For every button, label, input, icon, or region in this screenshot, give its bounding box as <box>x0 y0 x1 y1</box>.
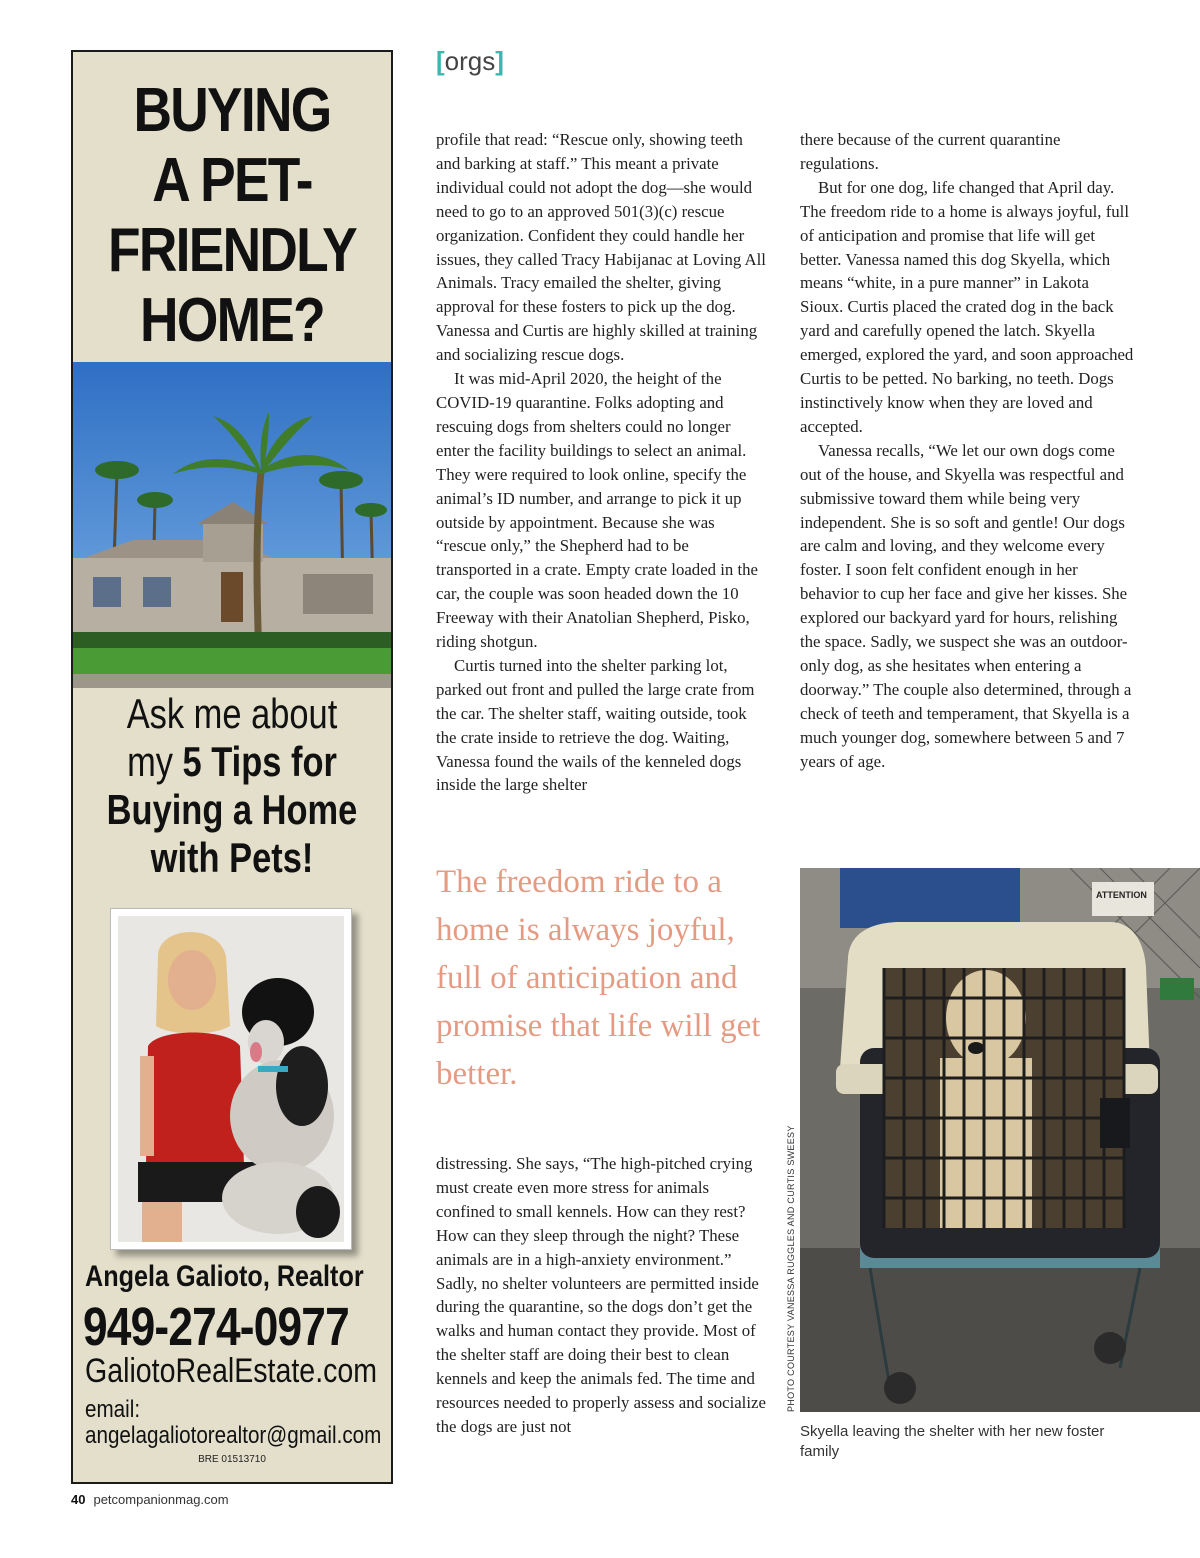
ad-tips-text: my <box>127 738 183 785</box>
advertisement <box>71 50 393 1484</box>
ad-tips-offer <box>102 690 363 882</box>
photo-credit: PHOTO COURTESY VANESSA RUGGLES AND CURTIS SWEESY <box>786 1125 796 1412</box>
article-column-2 <box>800 128 1135 773</box>
attention-sign: ATTENTION <box>1096 890 1147 900</box>
photo-caption: Skyella leaving the shelter with her new foster family <box>800 1423 1105 1460</box>
realtor-website[interactable]: GaliotoRealEstate.com <box>85 1352 378 1390</box>
realtor-photo-frame <box>110 908 352 1250</box>
section-bracket-open: [ <box>436 46 445 76</box>
ad-headline-line: HOME? <box>140 286 324 355</box>
article-paragraph: distressing. She says, “The high-pitched crying must create even more stress for animals confined to small kennels. How can they rest? How can they sleep through the night? These animals are in a high-anxiety environment.” Sadly, no shelter volunteers are permitted inside during the quarantine, so the dogs don’t get the walks and human contact they provide. Most of the shelter staff are doing their best to clean kennels and keep the animals fed. The time and resources needed to properly assess and socialize the dogs are just not <box>436 1154 766 1436</box>
article-paragraph: But for one dog, life changed that April day. The freedom ride to a home is always joyful, full of anticipation and promise that life will get better. Vanessa named this dog Skyella, which means “white, in a pure manner” in Lakota Sioux. Curtis placed the crated dog in the back yard and carefully opened the latch. Skyella emerged, explored the yard, and soon approached Curtis to be petted. No barking, no teeth. Dogs instinctively know when they are loved and accepted. <box>800 177 1134 436</box>
ad-tips-bold: 5 Tips for <box>182 738 337 785</box>
email-label: email: <box>85 1396 141 1423</box>
pull-quote: The freedom ride to a home is always joyful, full of anticipation and promise that life will get better. <box>436 864 761 1092</box>
dog-in-crate-photo <box>800 868 1200 1412</box>
article-paragraph: Curtis turned into the shelter parking lot, parked out front and pulled the large crate from the car. The shelter staff, waiting outside, took the crate inside to retrieve the dog. Waiting, Vanessa found the wails of the kenneled dogs inside the large shelter <box>436 655 755 795</box>
ad-tips-text: Ask me about <box>126 690 338 737</box>
article-paragraph: there because of the current quarantine regulations. <box>800 130 1061 173</box>
article-paragraph: It was mid-April 2020, the height of the COVID-19 quarantine. Folks adopting and rescuing dogs from shelters could no longer enter the facility buildings to select an animal. They were required to look online, specify the animal’s ID number, and arrange to pick it up outside by appointment. Because she was “rescue only,” the Shepherd had to be transported in a crate. Empty crate loaded in the car, the couple was soon headed down the 10 Freeway with their Anatolian Shepherd, Pisko, riding shotgun. <box>436 369 758 652</box>
ad-tips-line <box>102 786 363 834</box>
article-paragraph: Vanessa recalls, “We let our own dogs come out of the house, and Skyella was respectful and submissive toward them while being very independent. She is so soft and gentle! Our dogs are calm and loving, and they welcome every foster. I soon felt confident enough in her behavior to cup her face and give her kisses. She explored our backyard yard for hours, relishing the space. Sadly, we suspect she was an outdoor-only dog, as she hesitates when entering a doorway.” The couple also determined, through a check of teeth and temperament, that Skyella is a much younger dog, somewhere between 5 and 7 years of age. <box>800 440 1132 771</box>
house-photo <box>73 362 391 688</box>
section-tag <box>436 46 504 77</box>
section-name: orgs <box>444 46 496 76</box>
ad-headline-line: A PET- <box>152 146 312 215</box>
ad-tips-bold: with Pets! <box>150 834 314 881</box>
page-number: 40 <box>71 1492 86 1507</box>
ad-tips-bold: Buying a Home <box>106 786 358 833</box>
footer-site[interactable]: petcompanionmag.com <box>93 1492 229 1507</box>
article-column-1-top <box>436 128 768 797</box>
realtor-email[interactable]: angelagaliotorealtor@gmail.com <box>85 1422 382 1449</box>
realtor-with-poodle-photo <box>118 916 344 1242</box>
page-footer <box>71 1492 229 1507</box>
ad-tips-line <box>102 738 363 786</box>
license-number: BRE 01513710 <box>198 1454 266 1465</box>
realtor-phone[interactable]: 949-274-0977 <box>83 1297 349 1357</box>
article-column-1-bottom <box>436 1152 768 1439</box>
ad-headline-line: FRIENDLY <box>108 216 356 285</box>
section-bracket-close: ] <box>495 46 504 76</box>
realtor-name: Angela Galioto, Realtor <box>85 1260 364 1293</box>
ad-headline-line: BUYING <box>133 76 331 145</box>
ad-tips-line <box>102 690 363 738</box>
ad-headline <box>95 76 368 356</box>
ad-tips-line <box>102 834 363 882</box>
article-paragraph: profile that read: “Rescue only, showing teeth and barking at staff.” This meant a private individual could not adopt the dog—she would need to go to an approved 501(3)(c) rescue organization. Confident they could handle her issues, they called Tracy Habijanac at Loving All Animals. Tracy emailed the shelter, giving approval for these fosters to pick up the dog. Vanessa and Curtis are highly skilled at training and socializing rescue dogs. <box>436 130 766 365</box>
